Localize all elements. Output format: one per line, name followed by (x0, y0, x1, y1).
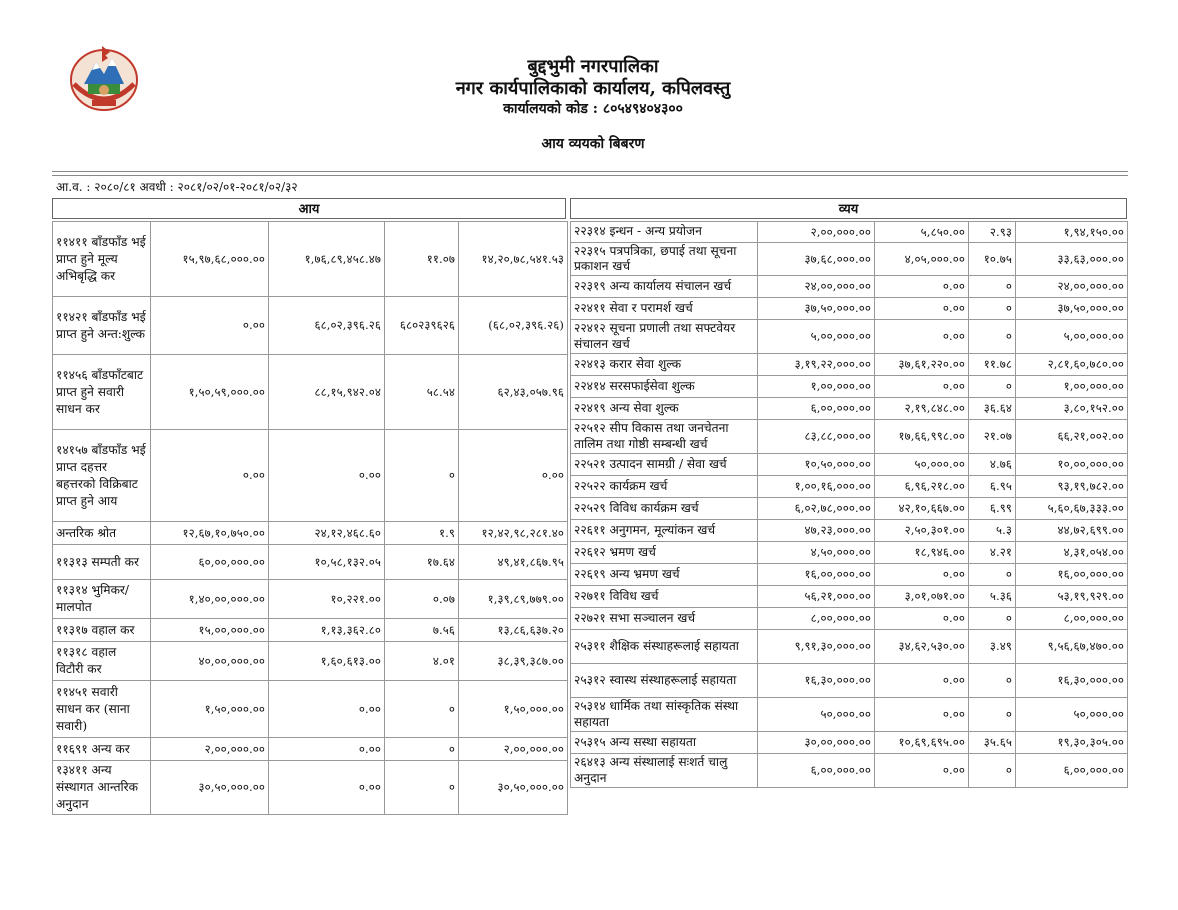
row-label: २२३१५ पत्रपत्रिका, छपाई तथा सूचना प्रकाशन खर्च (571, 243, 758, 276)
row-label: ११६९१ अन्य कर (53, 738, 151, 761)
org-name: बुद्दभुमी नगरपालिका (527, 56, 659, 77)
table-row (571, 398, 1128, 420)
income-heading: आय (52, 198, 566, 219)
expense-heading: व्यय (570, 198, 1127, 219)
divider (52, 175, 1128, 176)
row-value: १५,००,०००.०० (151, 619, 269, 642)
row-value: ५८.५४ (385, 355, 459, 430)
row-value: ६,९६,२१८.०० (875, 476, 969, 498)
row-label: २२३१४ इन्धन - अन्य प्रयोजन (571, 222, 758, 243)
row-value: ३७,६८,०००.०० (758, 243, 875, 276)
income-table (52, 221, 568, 815)
row-value: १०,५०,०००.०० (758, 454, 875, 476)
row-value: १०,२२१.०० (269, 580, 385, 619)
row-value: ४,५०,०००.०० (758, 542, 875, 564)
table-row (53, 681, 568, 738)
row-value: ९,५६,६७,४७०.०० (1016, 630, 1128, 664)
table-row (53, 545, 568, 580)
row-value: ०.०० (875, 376, 969, 398)
table-row (571, 498, 1128, 520)
table-row (571, 754, 1128, 788)
row-value: ५०,०००.०० (1016, 698, 1128, 732)
expense-table (570, 221, 1128, 788)
table-row (53, 522, 568, 545)
row-value: २४,००,०००.०० (758, 276, 875, 298)
table-row (53, 738, 568, 761)
row-value: ०.०० (875, 298, 969, 320)
row-value: ५३,१९,९२९.०० (1016, 586, 1128, 608)
row-value: ६६,२१,००२.०० (1016, 420, 1128, 454)
table-row (571, 454, 1128, 476)
row-value: ० (969, 376, 1016, 398)
row-value: ५.३ (969, 520, 1016, 542)
row-value: ९,९१,३०,०००.०० (758, 630, 875, 664)
row-value: १०,६९,६९५.०० (875, 732, 969, 754)
table-row (53, 297, 568, 355)
row-value: ० (969, 276, 1016, 298)
row-value: ६.९५ (969, 476, 1016, 498)
row-value: १,९४,१५०.०० (1016, 222, 1128, 243)
row-value: १.९ (385, 522, 459, 545)
row-value: ० (969, 564, 1016, 586)
divider (52, 171, 1128, 172)
table-row (571, 276, 1128, 298)
row-value: २.९३ (969, 222, 1016, 243)
table-row (571, 542, 1128, 564)
table-row (571, 476, 1128, 498)
row-value: ३,८०,१५२.०० (1016, 398, 1128, 420)
row-value: ८८,१५,९४२.०४ (269, 355, 385, 430)
row-value: ३७,६१,२२०.०० (875, 354, 969, 376)
row-value: ६८,०२,३९६.२६ (269, 297, 385, 355)
table-row (53, 619, 568, 642)
row-value: १,००,१६,०००.०० (758, 476, 875, 498)
row-value: ०.०० (875, 608, 969, 630)
row-value: ११.७८ (969, 354, 1016, 376)
row-value: १,३९,८९,७७९.०० (459, 580, 568, 619)
row-value: १२,६७,१०,७५०.०० (151, 522, 269, 545)
row-value: ३,०१,०७१.०० (875, 586, 969, 608)
row-value: २,००,०००.०० (151, 738, 269, 761)
row-value: ४,३१,०५४.०० (1016, 542, 1128, 564)
row-label: २२४१९ अन्य सेवा शुल्क (571, 398, 758, 420)
row-value: ६,०२,७८,०००.०० (758, 498, 875, 520)
row-label: २२४११ सेवा र परामर्श खर्च (571, 298, 758, 320)
row-value: ० (385, 738, 459, 761)
row-value: ५६,२१,०००.०० (758, 586, 875, 608)
row-value: ३०,५०,०००.०० (459, 761, 568, 815)
row-value: ८,००,०००.०० (758, 608, 875, 630)
table-row (571, 298, 1128, 320)
table-row (571, 243, 1128, 276)
row-value: २,००,०००.०० (758, 222, 875, 243)
table-row (53, 355, 568, 430)
row-label: २२५२९ विविध कार्यक्रम खर्च (571, 498, 758, 520)
row-value: ४.०१ (385, 642, 459, 681)
row-value: ४०,००,०००.०० (151, 642, 269, 681)
row-label: १४१५७ बाँडफाँड भई प्राप्त दहत्तर बहत्तरको विक्रिबाट प्राप्त हुने आय (53, 430, 151, 522)
row-label: ११३१८ वहाल विटौरी कर (53, 642, 151, 681)
row-label: २२४१२ सूचना प्रणाली तथा सफ्टवेयर संचालन खर्च (571, 320, 758, 354)
row-value: ६२,४३,०५७.९६ (459, 355, 568, 430)
row-value: ० (385, 681, 459, 738)
row-value: ५,८५०.०० (875, 222, 969, 243)
row-value: ४२,१०,६६७.०० (875, 498, 969, 520)
row-value: १९,३०,३०५.०० (1016, 732, 1128, 754)
row-value: ६.९९ (969, 498, 1016, 520)
row-value: ०.०७ (385, 580, 459, 619)
row-value: १,६०,६१३.०० (269, 642, 385, 681)
row-value: ० (385, 761, 459, 815)
table-row (53, 761, 568, 815)
row-value: ०.०० (875, 276, 969, 298)
row-label: ११४५६ बाँडफाँटबाट प्राप्त हुने सवारी साधन कर (53, 355, 151, 430)
row-value: ० (969, 608, 1016, 630)
row-label: ११४११ बाँडफाँड भई प्राप्त हुने मूल्य अभिबृद्धि कर (53, 222, 151, 297)
row-value: १६,००,०००.०० (758, 564, 875, 586)
table-row (571, 354, 1128, 376)
row-value: २,१९,८४८.०० (875, 398, 969, 420)
row-value: १६,३०,०००.०० (1016, 664, 1128, 698)
row-value: ० (969, 664, 1016, 698)
row-value: २४,१२,४६८.६० (269, 522, 385, 545)
table-row (571, 698, 1128, 732)
row-value: ५,००,०००.०० (1016, 320, 1128, 354)
row-label: २२४१३ करार सेवा शुल्क (571, 354, 758, 376)
table-row (571, 630, 1128, 664)
row-value: १,१३,३६२.८० (269, 619, 385, 642)
row-value: ६८०२३९६२६ (385, 297, 459, 355)
row-value: १५,९७,६८,०००.०० (151, 222, 269, 297)
row-value: १३,८६,६३७.२० (459, 619, 568, 642)
row-label: २२४१४ सरसफाईसेवा शुल्क (571, 376, 758, 398)
table-row (53, 430, 568, 522)
row-value: ०.०० (151, 297, 269, 355)
row-value: ६,००,०००.०० (758, 754, 875, 788)
row-value: ०.०० (875, 320, 969, 354)
row-value: ४,०५,०००.०० (875, 243, 969, 276)
row-value: ० (969, 298, 1016, 320)
row-value: ६,००,०००.०० (1016, 754, 1128, 788)
row-value: ४.२१ (969, 542, 1016, 564)
row-value: १४,२०,७८,५४१.५३ (459, 222, 568, 297)
row-value: ३,१९,२२,०००.०० (758, 354, 875, 376)
table-row (53, 222, 568, 297)
row-value: ३.४९ (969, 630, 1016, 664)
row-value: ४७,२३,०००.०० (758, 520, 875, 542)
fiscal-period: आ.व. : २०८०/८१ अवधी : २०८१/०२/०१-२०८१/०२/३२ (56, 180, 298, 194)
row-value: ३६.६४ (969, 398, 1016, 420)
row-value: ३०,००,०००.०० (758, 732, 875, 754)
row-value: ०.०० (875, 564, 969, 586)
row-label: २५३११ शैक्षिक संस्थाहरूलाई सहायता (571, 630, 758, 664)
row-value: १६,००,०००.०० (1016, 564, 1128, 586)
row-value: ३८,३९,३८७.०० (459, 642, 568, 681)
row-value: १०.७५ (969, 243, 1016, 276)
row-label: २६४१३ अन्य संस्थालाई सःशर्त चालु अनुदान (571, 754, 758, 788)
row-value: २,८१,६०,७८०.०० (1016, 354, 1128, 376)
row-value: १६,३०,०००.०० (758, 664, 875, 698)
row-value: ३५.६५ (969, 732, 1016, 754)
table-row (571, 664, 1128, 698)
row-value: २,५०,३०१.०० (875, 520, 969, 542)
row-value: १,७६,८९,४५८.४७ (269, 222, 385, 297)
table-row (53, 642, 568, 681)
row-value: ३३,६३,०००.०० (1016, 243, 1128, 276)
row-label: २२५१२ सीप विकास तथा जनचेतना तालिम तथा गोष्ठी सम्बन्धी खर्च (571, 420, 758, 454)
row-value: १०,००,०००.०० (1016, 454, 1128, 476)
row-value: ३७,५०,०००.०० (758, 298, 875, 320)
row-label: ११४५१ सवारी साधन कर (साना सवारी) (53, 681, 151, 738)
row-value: १७,६६,९९८.०० (875, 420, 969, 454)
row-value: ३४,६२,५३०.०० (875, 630, 969, 664)
row-value: ०.०० (875, 698, 969, 732)
row-value: ०.०० (875, 664, 969, 698)
row-label: २५३१५ अन्य सस्था सहायता (571, 732, 758, 754)
table-row (571, 376, 1128, 398)
row-value: १०,५८,१३२.०५ (269, 545, 385, 580)
row-value: ९३,१९,७८२.०० (1016, 476, 1128, 498)
row-value: ४४,७२,६९९.०० (1016, 520, 1128, 542)
table-row (571, 420, 1128, 454)
office-name: नगर कार्यपालिकाको कार्यालय, कपिलवस्तु (455, 78, 731, 99)
office-code: कार्यालयको कोड : ८०५४९४०४३०० (503, 101, 683, 117)
row-value: ८,००,०००.०० (1016, 608, 1128, 630)
table-row (571, 320, 1128, 354)
row-value: ०.०० (875, 754, 969, 788)
row-value: १,४०,००,०००.०० (151, 580, 269, 619)
row-label: २२६११ अनुगमन, मूल्यांकन खर्च (571, 520, 758, 542)
row-value: ०.०० (269, 430, 385, 522)
row-value: ६०,००,०००.०० (151, 545, 269, 580)
row-value: १,५०,०००.०० (459, 681, 568, 738)
row-label: २२६१२ भ्रमण खर्च (571, 542, 758, 564)
table-row (571, 608, 1128, 630)
row-label: २५३१४ धार्मिक तथा सांस्कृतिक संस्था सहायता (571, 698, 758, 732)
row-value: ०.०० (269, 738, 385, 761)
row-value: ४९,४१,८६७.९५ (459, 545, 568, 580)
row-value: ११.०७ (385, 222, 459, 297)
table-row (571, 222, 1128, 243)
table-row (571, 564, 1128, 586)
row-value: ४.७६ (969, 454, 1016, 476)
table-row (571, 732, 1128, 754)
row-value: ५,००,०००.०० (758, 320, 875, 354)
row-value: ५०,०००.०० (875, 454, 969, 476)
row-value: ०.०० (151, 430, 269, 522)
report-title: आय व्ययको बिबरण (541, 136, 645, 152)
row-label: २५३१२ स्वास्थ संस्थाहरूलाई सहायता (571, 664, 758, 698)
row-label: ११३१४ भुमिकर/मालपोत (53, 580, 151, 619)
row-value: १२,४२,९८,२८१.४० (459, 522, 568, 545)
row-value: २,००,०००.०० (459, 738, 568, 761)
row-value: ५,६०,६७,३३३.०० (1016, 498, 1128, 520)
row-value: ६,००,०००.०० (758, 398, 875, 420)
row-value: १७.६४ (385, 545, 459, 580)
row-value: ५०,०००.०० (758, 698, 875, 732)
row-value: ० (385, 430, 459, 522)
table-row (53, 580, 568, 619)
row-label: २२५२१ उत्पादन सामग्री / सेवा खर्च (571, 454, 758, 476)
row-label: २२५२२ कार्यक्रम खर्च (571, 476, 758, 498)
row-label: २२६१९ अन्य भ्रमण खर्च (571, 564, 758, 586)
row-value: ० (969, 320, 1016, 354)
row-label: ११३१७ वहाल कर (53, 619, 151, 642)
row-value: २४,००,०००.०० (1016, 276, 1128, 298)
row-label: ११३१३ सम्पती कर (53, 545, 151, 580)
row-label: २२७११ विविध खर्च (571, 586, 758, 608)
table-row (571, 586, 1128, 608)
row-value: (६८,०२,३९६.२६) (459, 297, 568, 355)
row-value: ५.३६ (969, 586, 1016, 608)
table-row (571, 520, 1128, 542)
row-label: ११४२१ बाँडफाँड भई प्राप्त हुने अन्त:शुल्क (53, 297, 151, 355)
row-value: १,००,०००.०० (1016, 376, 1128, 398)
row-label: १३४११ अन्य संस्थागत आन्तरिक अनुदान (53, 761, 151, 815)
row-value: १८,९४६.०० (875, 542, 969, 564)
row-value: ०.०० (269, 681, 385, 738)
row-label: अन्तरिक श्रोत (53, 522, 151, 545)
row-value: ३७,५०,०००.०० (1016, 298, 1128, 320)
row-value: ३०,५०,०००.०० (151, 761, 269, 815)
row-value: ०.०० (459, 430, 568, 522)
row-value: १,५०,५९,०००.०० (151, 355, 269, 430)
row-value: ७.५६ (385, 619, 459, 642)
row-label: २२३१९ अन्य कार्यालय संचालन खर्च (571, 276, 758, 298)
row-value: १,५०,०००.०० (151, 681, 269, 738)
row-value: ० (969, 698, 1016, 732)
row-value: १,००,०००.०० (758, 376, 875, 398)
row-value: ०.०० (269, 761, 385, 815)
row-value: ८३,८८,०००.०० (758, 420, 875, 454)
row-label: २२७२१ सभा सञ्चालन खर्च (571, 608, 758, 630)
row-value: २१.०७ (969, 420, 1016, 454)
row-value: ० (969, 754, 1016, 788)
